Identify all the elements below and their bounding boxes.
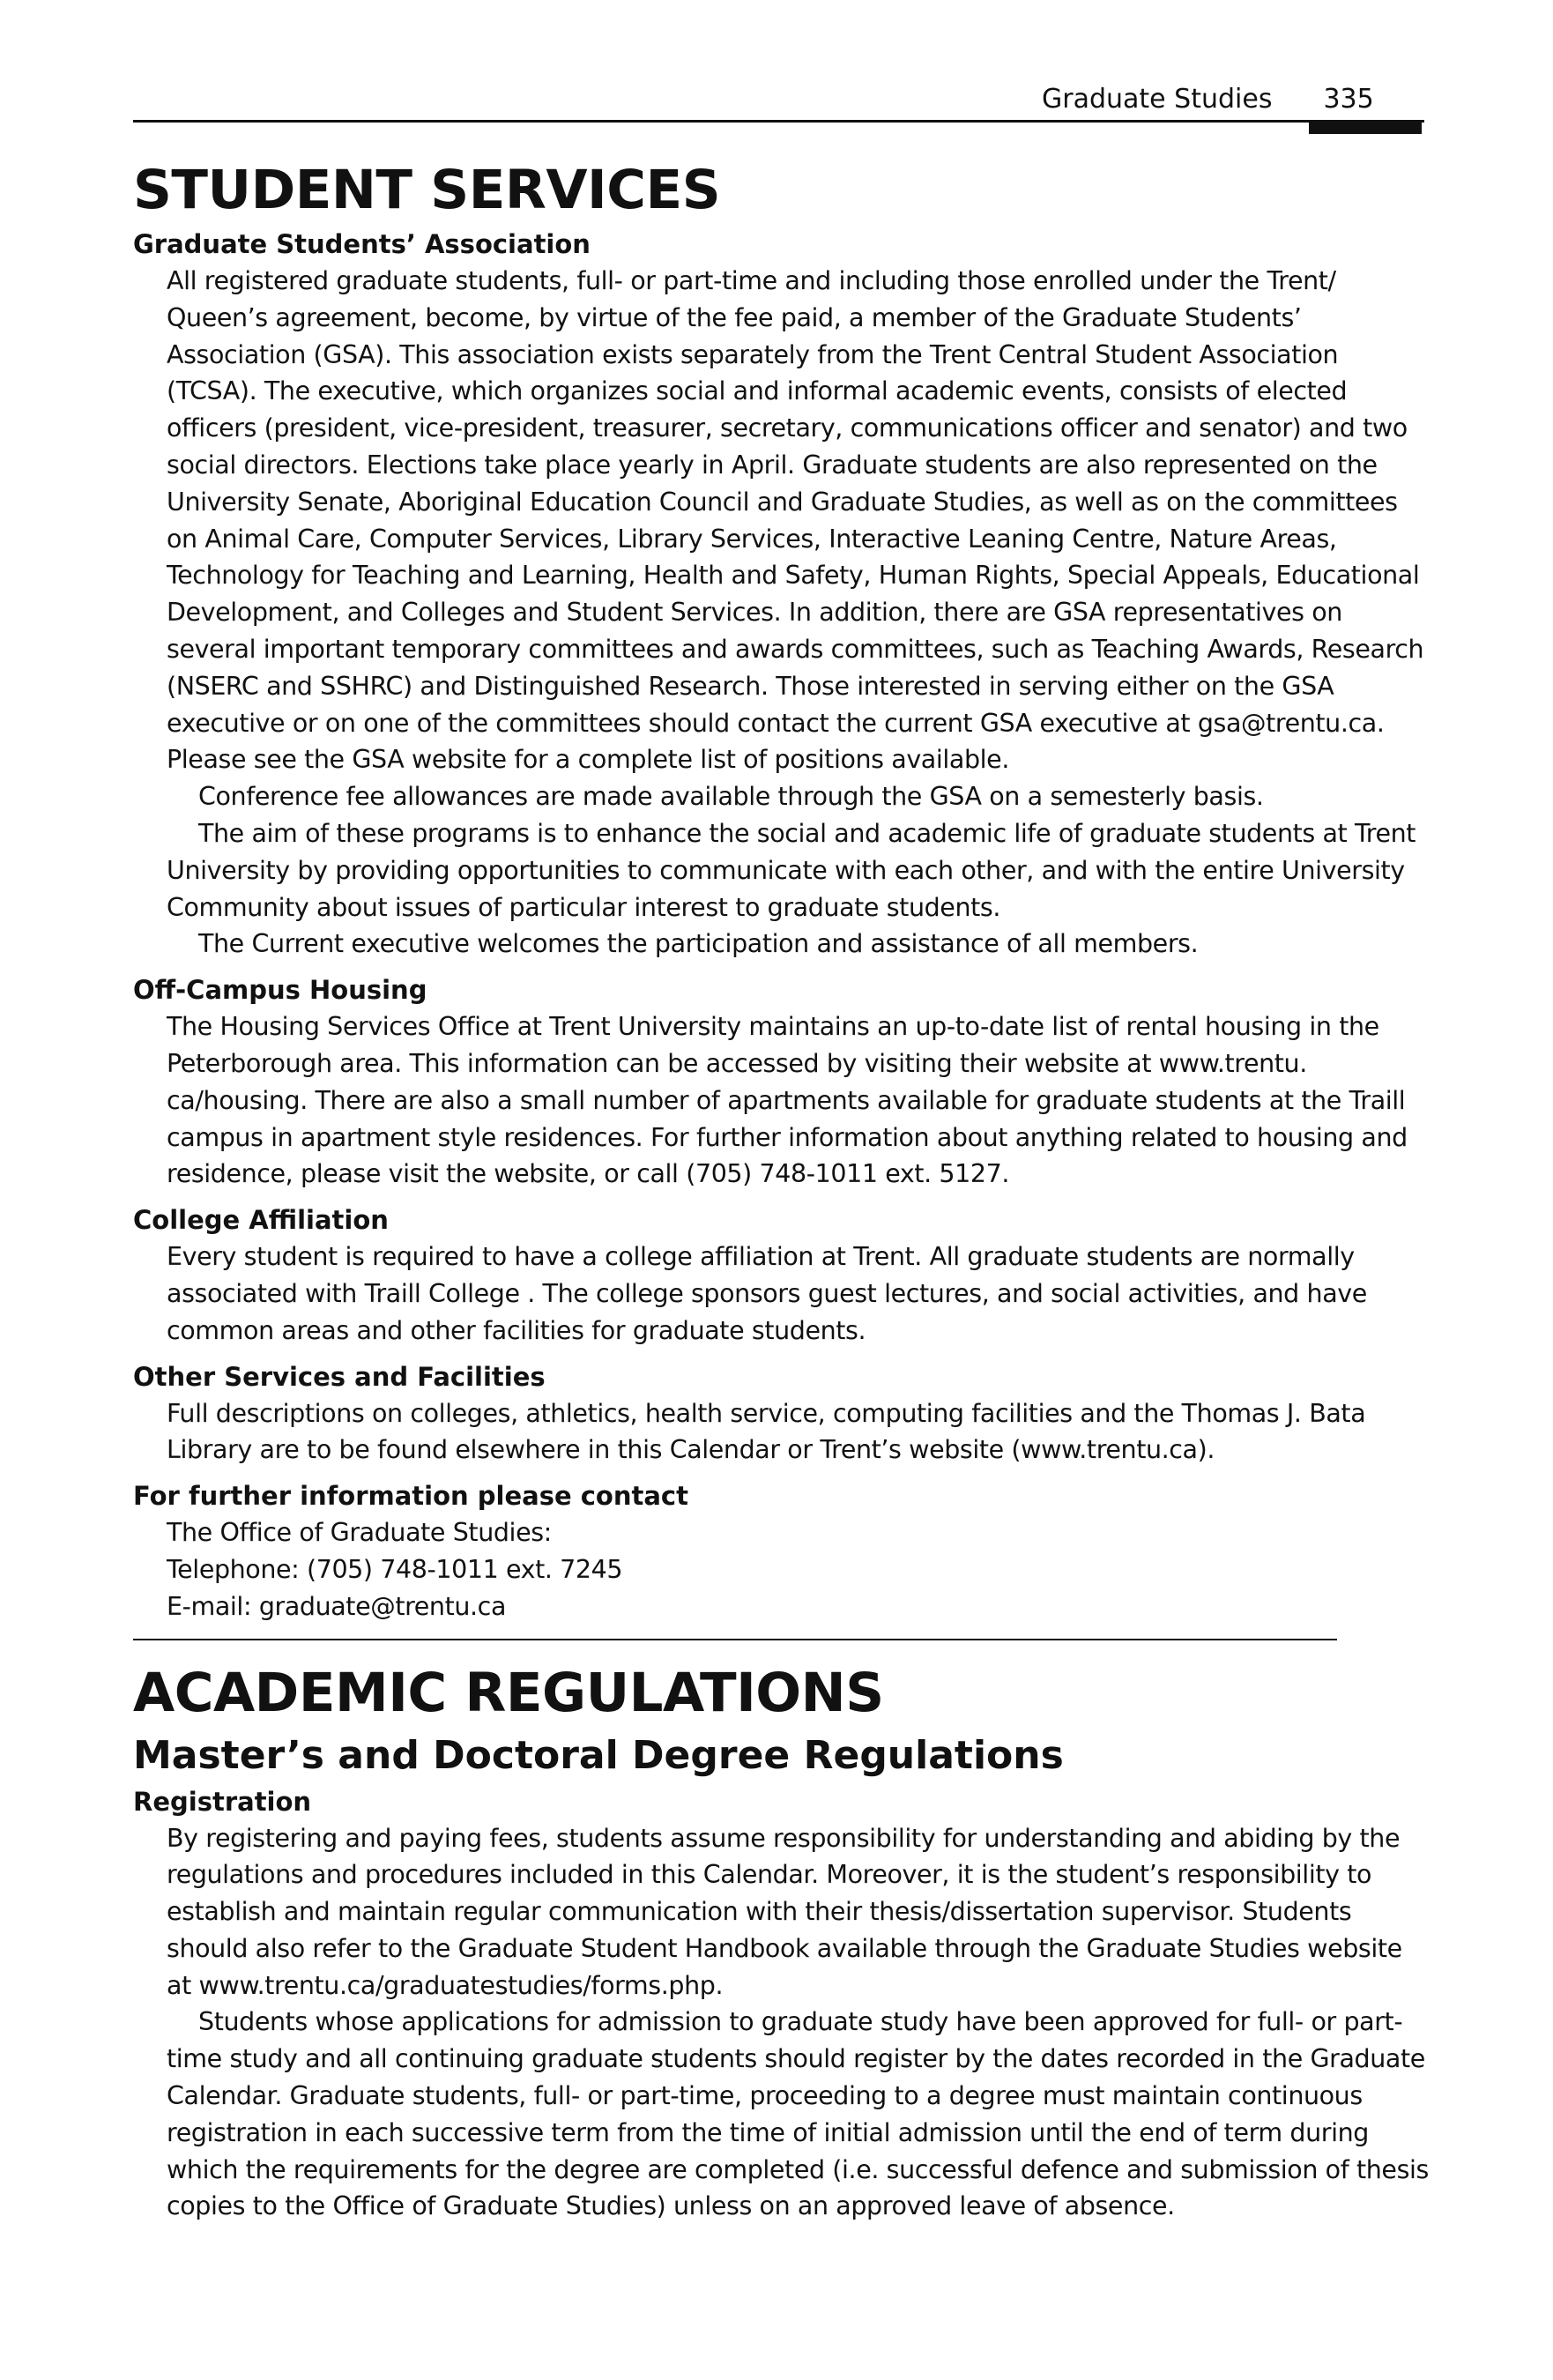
section-title-academic-regulations: ACADEMIC REGULATIONS — [133, 1661, 884, 1724]
page-content — [133, 155, 1429, 2225]
gsa-paragraph: Conference fee allowances are made available through the GSA on a semesterly basis. — [198, 782, 1264, 812]
heading-college-affiliation: College Affiliation — [133, 1205, 389, 1236]
registration-paragraph: Students whose applications for admission to graduate study have been approved for full- or part-time study and all continuing graduate students should register by the dates recorded in the Graduate Calendar. Graduate students, full- or part-time, proceeding to a degree must maintain continuous registration in each successive term from the time of initial admission until the end of term during which the requirements for the degree are completed (i.e. successful defence and submission of thesis copies to the Office of Graduate Studies) unless on an approved leave of absence. — [167, 2007, 1429, 2221]
gsa-paragraph: The aim of these programs is to enhance the social and academic life of graduate students at Trent University by providing opportunities to communicate with each other, and with the entire University Community about issues of particular interest to graduate students. — [167, 818, 1416, 922]
registration-body — [167, 1820, 1429, 2226]
header-tab-marker — [1309, 120, 1422, 134]
heading-graduate-students-association: Graduate Students’ Association — [133, 229, 591, 259]
gsa-body — [167, 263, 1429, 963]
section-divider — [133, 1639, 1337, 1640]
housing-paragraph: The Housing Services Office at Trent University maintains an up-to-date list of rental housing in the Peterborough area. This information can be accessed by visiting their website at www.trentu. ca/housing. There are also a small number of apartments available for graduate students at the Traill campus in apartment style residences. For further information about anything related to housing and residence, please visit the website, or call (705) 748-1011 ext. 5127. — [167, 1012, 1408, 1189]
contact-office: The Office of Graduate Studies: — [167, 1518, 552, 1548]
heading-off-campus-housing: Off-Campus Housing — [133, 975, 427, 1006]
contact-block — [167, 1514, 1429, 1625]
header-rule — [133, 120, 1424, 123]
gsa-paragraph: The Current executive welcomes the participation and assistance of all members. — [198, 929, 1199, 959]
section-title-student-services: STUDENT SERVICES — [133, 159, 721, 221]
college-body — [167, 1238, 1429, 1349]
heading-registration: Registration — [133, 1786, 312, 1817]
other-services-body — [167, 1395, 1429, 1469]
contact-email: E-mail: graduate@trentu.ca — [167, 1591, 507, 1621]
running-title: Graduate Studies — [1042, 84, 1273, 115]
other-services-paragraph: Full descriptions on colleges, athletics, health service, computing facilities and the Thomas J. Bata Library are to be found elsewhere in this Calendar or Trent’s website (www.trentu.ca). — [167, 1398, 1366, 1465]
subsection-title-degree-regulations: Master’s and Doctoral Degree Regulations — [133, 1732, 1064, 1778]
college-paragraph: Every student is required to have a college affiliation at Trent. All graduate students are normally associated with Traill College . The college sponsors guest lectures, and social activities, and have common areas and other facilities for graduate students. — [167, 1242, 1367, 1345]
page-number: 335 — [1323, 84, 1374, 115]
gsa-paragraph: All registered graduate students, full- or part-time and including those enrolled under the Trent/ Queen’s agreement, become, by virtue of the fee paid, a member of the Graduate Students’ Association (GSA). This association exists separately from the Trent Central Student Association (TCSA). The executive, which organizes social and informal academic events, consists of elected officers (president, vice-president, treasurer, secretary, communications officer and senator) and two social directors. Elections take place yearly in April. Graduate students are also represented on the University Senate, Aboriginal Education Council and Graduate Studies, as well as on the committees on Animal Care, Computer Services, Library Services, Interactive Leaning Centre, Nature Areas, Technology for Teaching and Learning, Health and Safety, Human Rights, Special Appeals, Educational Development, and Colleges and Student Services. In addition, there are GSA representatives on several important temporary committees and awards committees, such as Teaching Awards, Research (NSERC and SSHRC) and Distinguished Research. Those interested in serving either on the GSA executive or on one of the committees should contact the current GSA executive at gsa@trentu.ca. Please see the GSA website for a complete list of positions available. — [167, 266, 1424, 775]
registration-paragraph: By registering and paying fees, students assume responsibility for understanding and abiding by the regulations and procedures included in this Calendar. Moreover, it is the student’s responsibility to establish and maintain regular communication with their thesis/dissertation supervisor. Students should also refer to the Graduate Student Handbook available through the Graduate Studies website at www.trentu.ca/graduatestudies/forms.php. — [167, 1823, 1402, 2000]
heading-further-information: For further information please contact — [133, 1481, 688, 1512]
contact-telephone: Telephone: (705) 748-1011 ext. 7245 — [167, 1554, 623, 1584]
housing-body — [167, 1008, 1429, 1193]
heading-other-services: Other Services and Facilities — [133, 1361, 546, 1392]
running-header — [1042, 82, 1374, 117]
